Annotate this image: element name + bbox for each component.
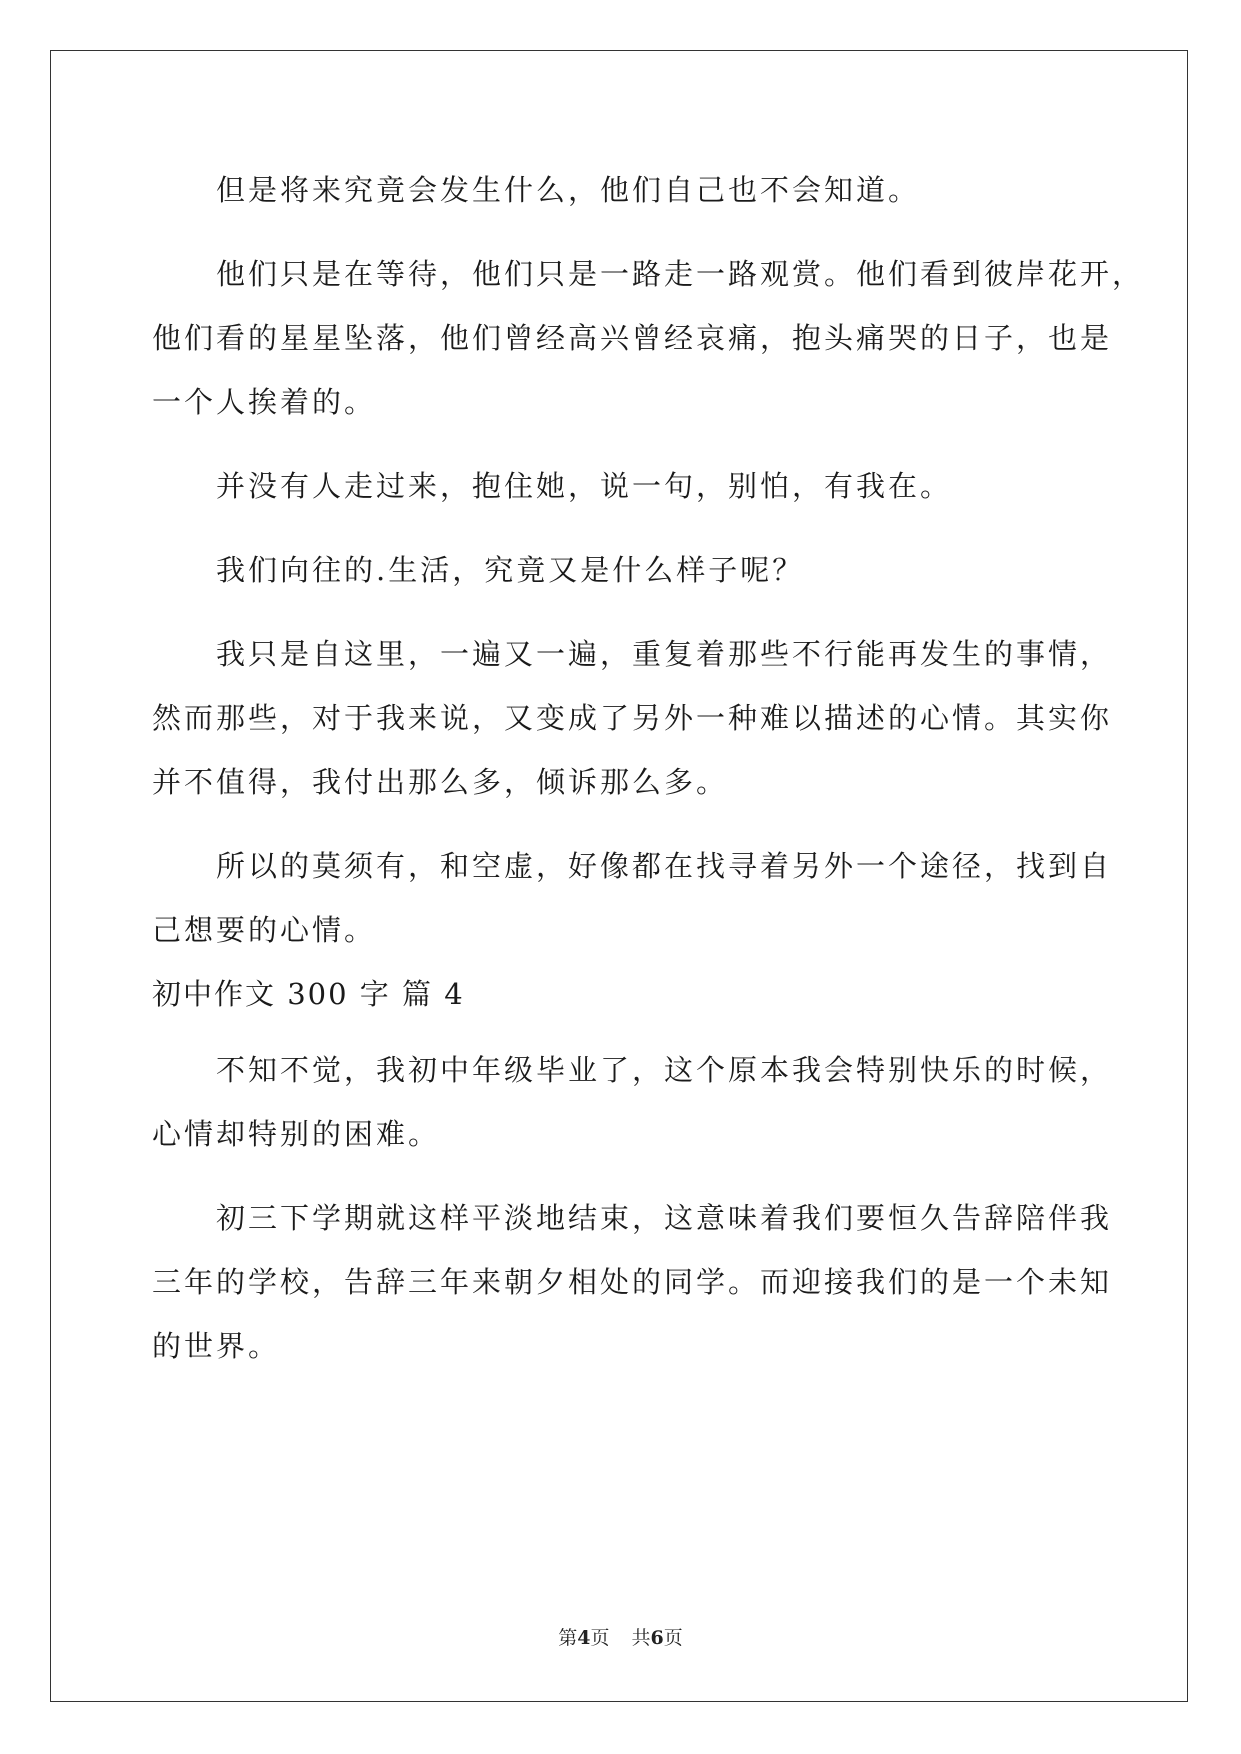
text-line: 但是将来究竟会发生什么，他们自己也不会知道。 [216, 173, 921, 207]
paragraph [152, 158, 1112, 222]
total-pages-number: 6 [650, 1627, 664, 1649]
text-line: 我们向往的.生活，究竟又是什么样子呢？ [216, 553, 805, 587]
text-line: 三年的学校，告辞三年来朝夕相处的同学。而迎接我们的是一个未知 [152, 1265, 1113, 1299]
paragraph [152, 242, 1145, 434]
text-line: 然而那些，对于我来说，又变成了另外一种难以描述的心情。其实你 [152, 701, 1113, 735]
page-prefix: 第 [558, 1627, 578, 1649]
text-line: 并不值得，我付出那么多，倾诉那么多。 [152, 765, 729, 799]
page-footer [0, 1623, 1241, 1650]
text-line: 心情却特别的困难。 [152, 1117, 441, 1151]
text-line: 他们只是在等待，他们只是一路走一路观赏。他们看到彼岸花开， [216, 257, 1145, 291]
document-body [152, 158, 1145, 1378]
paragraph [152, 622, 1112, 814]
text-line: 一个人挨着的。 [152, 385, 377, 419]
paragraph [152, 1186, 1112, 1378]
text-line: 不知不觉，我初中年级毕业了，这个原本我会特别快乐的时候， [216, 1053, 1113, 1087]
paragraph [152, 1038, 1112, 1166]
section-heading: 初中作文 300 字 篇 4 [152, 977, 465, 1011]
paragraph [152, 538, 1112, 602]
text-line: 并没有人走过来，抱住她，说一句，别怕，有我在。 [216, 469, 953, 503]
total-prefix: 共 [631, 1627, 651, 1649]
paragraph [152, 454, 1112, 518]
text-line: 己想要的心情。 [152, 913, 377, 947]
page-suffix: 页 [590, 1627, 610, 1649]
text-line: 初三下学期就这样平淡地结束，这意味着我们要恒久告辞陪伴我 [216, 1201, 1113, 1235]
text-line: 他们看的星星坠落，他们曾经高兴曾经哀痛，抱头痛哭的日子，也是 [152, 321, 1113, 355]
text-line: 的世界。 [152, 1329, 281, 1363]
total-suffix: 页 [663, 1627, 683, 1649]
paragraph [152, 834, 1112, 962]
current-page-number: 4 [577, 1627, 591, 1649]
text-line: 我只是自这里，一遍又一遍，重复着那些不行能再发生的事情， [216, 637, 1113, 671]
text-line: 所以的莫须有，和空虚，好像都在找寻着另外一个途径，找到自 [216, 849, 1113, 883]
